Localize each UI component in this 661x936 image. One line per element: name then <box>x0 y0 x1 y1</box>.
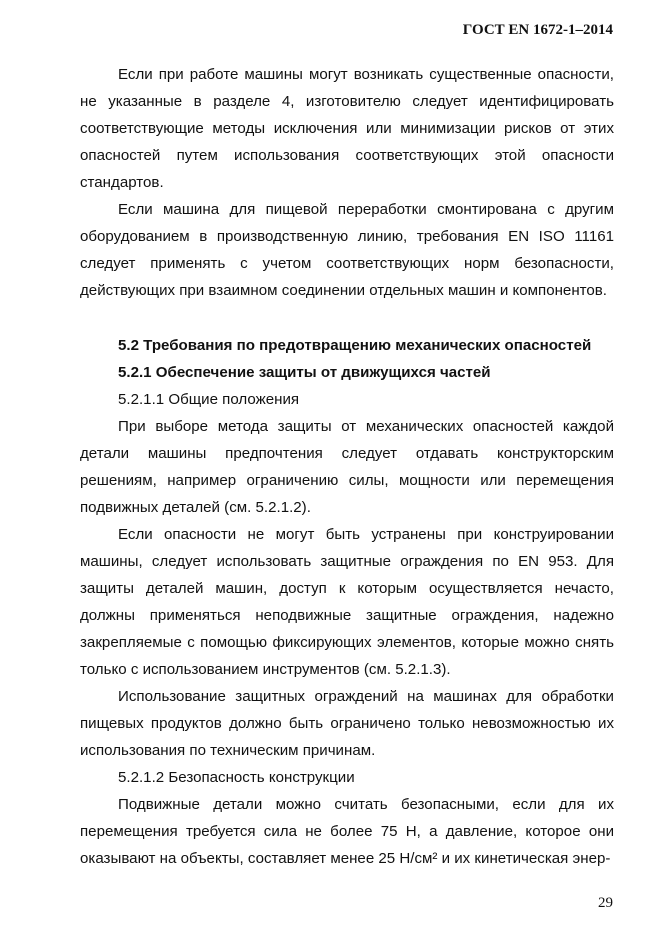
paragraph-2: Если машина для пищевой переработки смонтирована с другим оборудованием в производственную линию, требования EN ISO 11161 следует применять с учетом соответствующих норм безопасности, действующих при взаимном соединении отдельных машин и компонентов. <box>80 201 614 299</box>
paragraph-6: Подвижные детали можно считать безопасными, если для их перемещения требуется сила не более 75 Н, а давление, которое они оказывают на объекты, составляет менее 25 Н/см² и их кинетическая энер- <box>80 796 614 867</box>
section-heading-5-2: 5.2 Требования по предотвращению механических опасностей <box>118 337 592 354</box>
section-heading-5-2-1-2: 5.2.1.2 Безопасность конструкции <box>118 769 355 786</box>
paragraph-4: Если опасности не могут быть устранены при конструировании машины, следует использовать защитные ограждения по EN 953. Для защиты деталей машин, доступ к которым осуществляется нечасто, должны применяться неподвижные защитные ограждения, надежно закрепляемые с помощью фиксирующих элементов, которые можно снять только с использованием инструментов (см. 5.2.1.3). <box>80 526 614 678</box>
section-heading-5-2-1: 5.2.1 Обеспечение защиты от движущихся частей <box>118 364 491 381</box>
paragraph-1: Если при работе машины могут возникать существенные опасности, не указанные в разделе 4, изготовителю следует идентифицировать соответствующие методы исключения или минимизации рисков от этих опасностей путем использования соответствующих этой опасности стандартов. <box>80 66 614 191</box>
section-heading-5-2-1-1: 5.2.1.1 Общие положения <box>118 391 300 408</box>
page-number: 29 <box>598 895 613 911</box>
document-code-header: ГОСТ EN 1672-1–2014 <box>462 22 613 38</box>
paragraph-5: Использование защитных ограждений на машинах для обработки пищевых продуктов должно быть ограничено только невозможностью их использования по техническим причинам. <box>80 688 614 759</box>
page-body <box>80 61 614 872</box>
paragraph-3: При выборе метода защиты от механических опасностей каждой детали машины предпочтения следует отдавать конструкторским решениям, например ограничению силы, мощности или перемещения подвижных деталей (см. 5.2.1.2). <box>80 418 614 516</box>
